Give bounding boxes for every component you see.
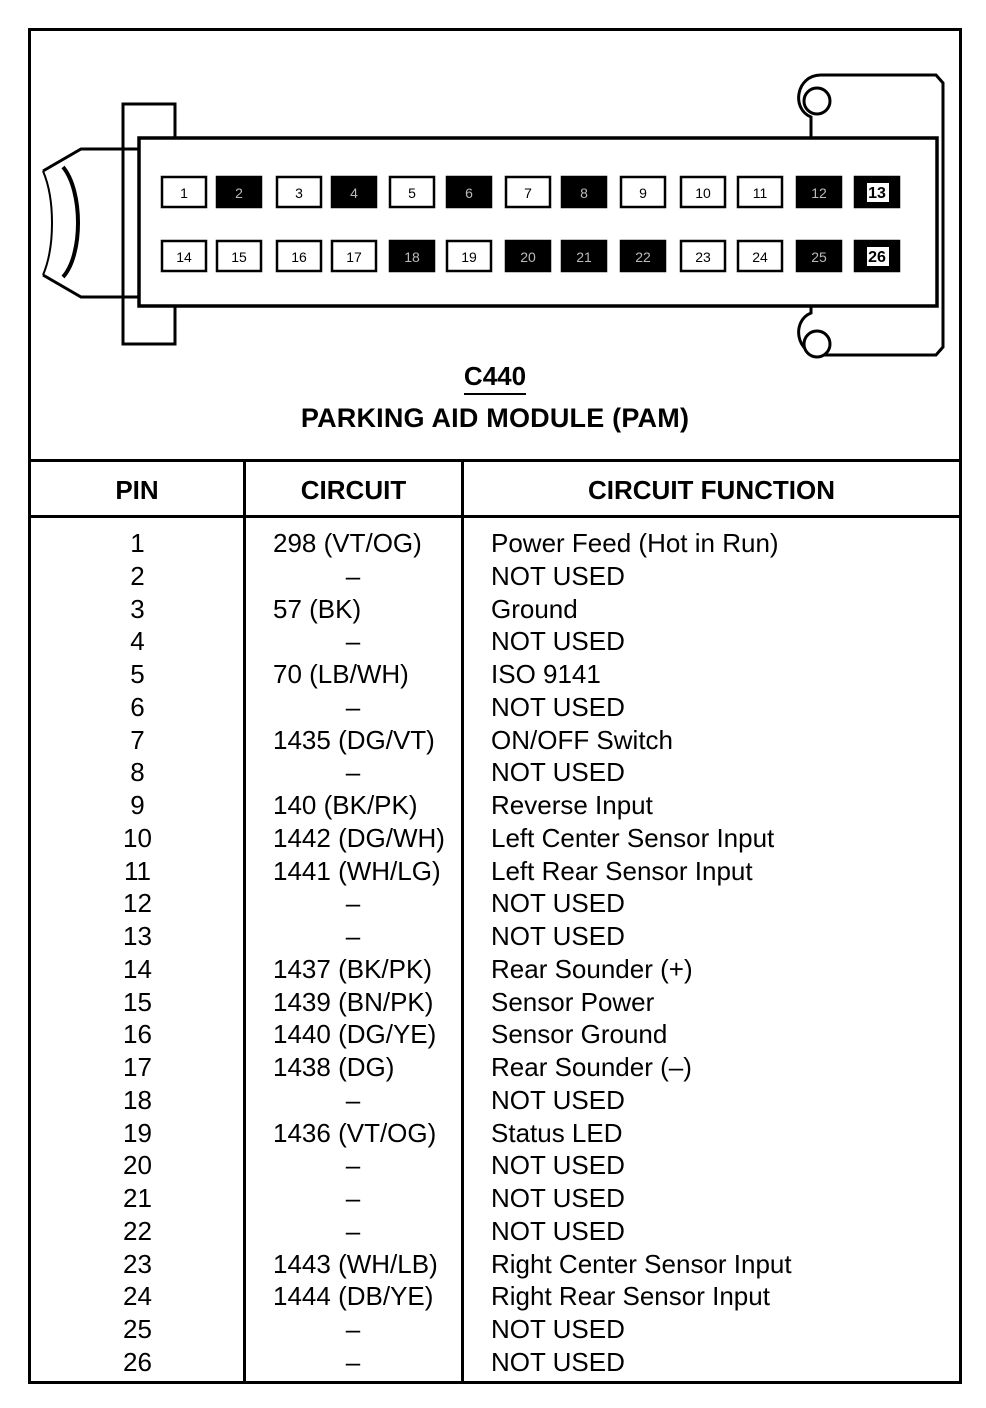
cavity-number: 18 [404, 249, 420, 265]
circuit-id: – [345, 1314, 361, 1344]
cavity-number: 11 [752, 185, 768, 201]
cavity-number: 19 [461, 249, 477, 265]
cavity-number: 24 [752, 249, 768, 265]
cavity-18 [390, 241, 434, 271]
cavity-23 [681, 241, 725, 271]
pin-number: 17 [123, 1052, 152, 1082]
cavity-5 [390, 177, 434, 207]
cavity-19 [447, 241, 491, 271]
pin-number: 4 [130, 626, 145, 657]
cavity-22 [621, 241, 665, 271]
cavity-24 [738, 241, 782, 271]
pin-number: 16 [123, 1019, 152, 1050]
cavity-9 [621, 177, 665, 207]
cavity-21 [562, 241, 606, 271]
cavity-number: 2 [235, 185, 243, 201]
circuit-id: 1437 (BK/PK) [273, 953, 432, 984]
cavity-number: 9 [639, 185, 647, 201]
table-row [31, 855, 959, 888]
pin-number: 12 [123, 888, 152, 919]
cavity-number: 15 [231, 249, 247, 265]
cavity-25 [797, 241, 841, 271]
pin-number: 22 [123, 1215, 152, 1246]
table-row [31, 1084, 959, 1117]
table-row [31, 1248, 959, 1281]
pin-number: 7 [130, 724, 145, 755]
circuit-function: NOT USED [491, 888, 625, 919]
circuit-function: NOT USED [491, 560, 625, 591]
cavity-15 [217, 241, 261, 271]
circuit-id: 1436 (VT/OG) [273, 1117, 437, 1148]
cavity-number: 22 [635, 249, 651, 265]
circuit-function: NOT USED [491, 757, 625, 788]
pin-number: 1 [130, 528, 145, 558]
table-row [31, 986, 959, 1019]
cavity-number: 20 [520, 249, 536, 265]
pin-number: 19 [123, 1117, 152, 1148]
connector-view [31, 31, 959, 461]
header-circuit-function: CIRCUIT FUNCTION [588, 475, 835, 505]
table-row [31, 1149, 959, 1182]
table-row [31, 1018, 959, 1051]
circuit-id: – [345, 757, 361, 788]
circuit-id: – [345, 560, 361, 591]
circuit-id: – [345, 691, 361, 722]
pin-number: 9 [130, 790, 145, 820]
connector-body [139, 138, 937, 306]
cavity-number: 4 [350, 185, 358, 201]
circuit-function: Sensor Ground [491, 1019, 668, 1050]
circuit-id: 1438 (DG) [273, 1052, 395, 1082]
left-latch-curve-outer [43, 171, 52, 275]
circuit-function: Rear Sounder (+) [491, 953, 693, 984]
circuit-id: 1442 (DG/WH) [273, 822, 445, 853]
circuit-function: Left Rear Sensor Input [491, 855, 753, 886]
table-row [31, 560, 959, 593]
cavity-1 [162, 177, 206, 207]
cavity-14 [162, 241, 206, 271]
circuit-id: 70 (LB/WH) [273, 659, 409, 689]
pin-number: 2 [130, 560, 145, 591]
circuit-id: – [345, 626, 361, 657]
circuit-function: Rear Sounder (–) [491, 1052, 692, 1082]
table-row [31, 1051, 959, 1084]
diagram-frame [28, 28, 962, 1384]
circuit-function: Power Feed (Hot in Run) [491, 528, 779, 558]
table-row [31, 658, 959, 691]
header-pin: PIN [115, 475, 159, 505]
circuit-id: 1440 (DG/YE) [273, 1019, 437, 1050]
cavity-number: 3 [295, 185, 303, 201]
circuit-id: 1435 (DG/VT) [273, 724, 435, 755]
pin-number: 23 [123, 1248, 152, 1279]
table-row [31, 691, 959, 724]
table-row [31, 1346, 959, 1379]
circuit-id: 1444 (DB/YE) [273, 1281, 434, 1312]
cavity-26 [855, 241, 899, 271]
table-row [31, 593, 959, 626]
circuit-id: – [345, 1215, 361, 1246]
cavity-number: 10 [695, 185, 711, 201]
circuit-id: 298 (VT/OG) [273, 528, 422, 558]
table-row [31, 920, 959, 953]
table-row [31, 1117, 959, 1150]
left-latch-curve [63, 167, 78, 277]
circuit-function: Sensor Power [491, 986, 655, 1017]
cavity-20 [506, 241, 550, 271]
cavity-3 [277, 177, 321, 207]
table-row [31, 1280, 959, 1313]
pin-number: 8 [130, 757, 145, 788]
table-row [31, 527, 959, 560]
cavity-number: 26 [868, 249, 886, 266]
table-top-divider [31, 459, 959, 462]
circuit-id: 1439 (BN/PK) [273, 986, 434, 1017]
circuit-function: NOT USED [491, 1150, 625, 1181]
circuit-function: Right Rear Sensor Input [491, 1281, 770, 1312]
circuit-function: NOT USED [491, 921, 625, 951]
cavity-16 [277, 241, 321, 271]
circuit-function: Reverse Input [491, 790, 653, 820]
circuit-function: NOT USED [491, 691, 625, 722]
pin-number: 26 [123, 1346, 152, 1377]
pin-number: 6 [130, 691, 145, 722]
pin-number: 21 [123, 1183, 152, 1213]
cavity-7 [506, 177, 550, 207]
header-circuit: CIRCUIT [300, 475, 407, 505]
cavity-8 [562, 177, 606, 207]
connector-drawing [31, 31, 959, 361]
table-row [31, 1182, 959, 1215]
circuit-function: NOT USED [491, 1084, 625, 1115]
table-row [31, 789, 959, 822]
pin-number: 25 [123, 1314, 152, 1344]
cavity-number: 13 [868, 185, 886, 202]
top-mount-hole [804, 88, 830, 114]
cavity-number: 25 [811, 249, 827, 265]
circuit-id: 1441 (WH/LG) [273, 855, 441, 886]
pin-number: 20 [123, 1150, 152, 1181]
circuit-function: ISO 9141 [491, 659, 601, 689]
circuit-function: NOT USED [491, 1346, 625, 1377]
pin-number: 24 [123, 1281, 152, 1312]
cavity-number: 6 [465, 185, 473, 201]
table-row [31, 887, 959, 920]
cavity-number: 23 [695, 249, 711, 265]
table-row [31, 1313, 959, 1346]
pin-number: 14 [123, 953, 152, 984]
circuit-id: – [345, 1346, 361, 1377]
cavity-number: 1 [180, 185, 188, 201]
circuit-function: Status LED [491, 1117, 623, 1148]
circuit-function: Ground [491, 593, 578, 624]
pin-number: 13 [123, 921, 152, 951]
circuit-function: NOT USED [491, 626, 625, 657]
table-row [31, 625, 959, 658]
pin-number: 3 [130, 593, 145, 624]
cavity-17 [332, 241, 376, 271]
circuit-id: – [345, 1150, 361, 1181]
pin-number: 15 [123, 986, 152, 1017]
cavity-number: 14 [176, 249, 192, 265]
cavity-number: 16 [291, 249, 307, 265]
cavity-6 [447, 177, 491, 207]
cavity-number: 17 [346, 249, 362, 265]
circuit-id: – [345, 921, 361, 951]
circuit-function: NOT USED [491, 1314, 625, 1344]
cavity-number: 12 [811, 185, 827, 201]
cavity-2 [217, 177, 261, 207]
circuit-function: NOT USED [491, 1215, 625, 1246]
circuit-id: 1443 (WH/LB) [273, 1248, 438, 1279]
cavity-10 [681, 177, 725, 207]
table-row [31, 953, 959, 986]
cavity-11 [738, 177, 782, 207]
circuit-id: – [345, 1183, 361, 1213]
circuit-id: – [345, 888, 361, 919]
cavity-number: 8 [580, 185, 588, 201]
connector-code-text: C440 [464, 361, 526, 395]
pin-number: 5 [130, 659, 145, 689]
cavity-number: 7 [524, 185, 532, 201]
table-row [31, 724, 959, 757]
table-row [31, 1215, 959, 1248]
cavity-4 [332, 177, 376, 207]
cavity-12 [797, 177, 841, 207]
table-row [31, 822, 959, 855]
circuit-function: NOT USED [491, 1183, 625, 1213]
cavity-number: 5 [408, 185, 416, 201]
pin-table-body [31, 527, 959, 1379]
circuit-function: ON/OFF Switch [491, 724, 674, 755]
bottom-mount-hole [804, 331, 830, 357]
connector-name: PARKING AID MODULE (PAM) [300, 403, 690, 433]
circuit-id: 140 (BK/PK) [273, 790, 418, 820]
cavity-13 [855, 177, 899, 207]
circuit-id: – [345, 1084, 361, 1115]
table-row [31, 756, 959, 789]
circuit-function: Right Center Sensor Input [491, 1248, 792, 1279]
pin-number: 10 [123, 822, 152, 853]
circuit-function: Left Center Sensor Input [491, 822, 775, 853]
pin-number: 18 [123, 1084, 152, 1115]
cavity-number: 21 [576, 249, 592, 265]
connector-code [31, 361, 959, 392]
circuit-id: 57 (BK) [273, 593, 362, 624]
pin-number: 11 [124, 855, 151, 886]
